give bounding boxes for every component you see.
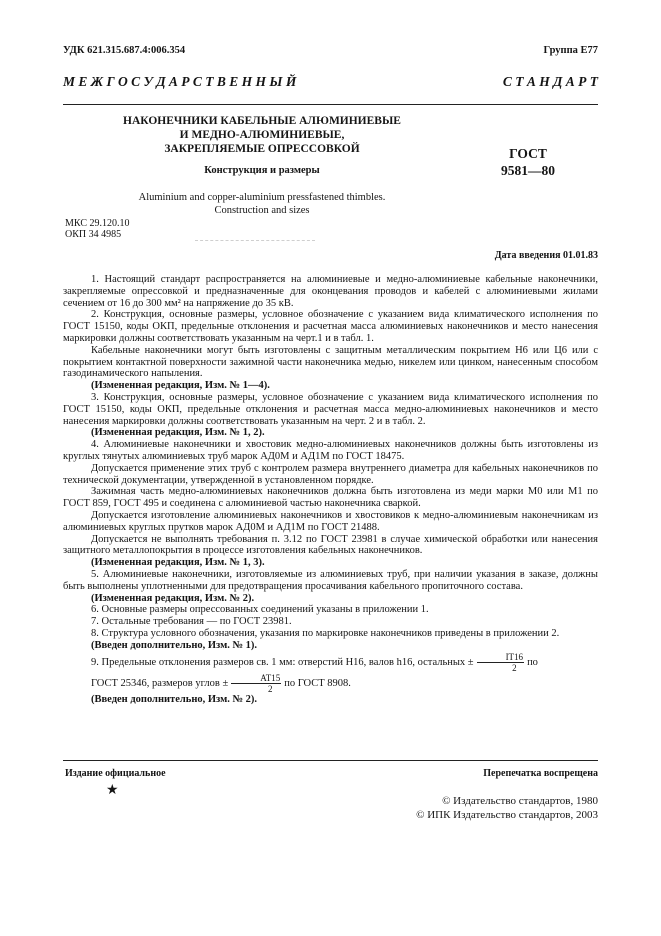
introduction-date-value: 01.01.83: [563, 250, 598, 261]
fraction-numerator: AT15: [231, 673, 281, 684]
banner-word-1: М Е Ж Г О С У Д А Р С Т В Е Н Н Ы Й: [63, 74, 297, 89]
introduction-date: [495, 250, 598, 261]
udk-code: УДК 621.315.687.4:006.354: [63, 45, 186, 56]
document-subtitle: Конструкция и размеры: [204, 165, 320, 176]
amendment-note: (Измененная редакция, Изм. № 1, 3).: [91, 557, 265, 569]
gost-code: 9581—80: [501, 163, 555, 178]
paragraph: Допускается не выполнять требования п. 3.12 по ГОСТ 23981 в случае химической обработки или нанесения защитного металлопокрытия в процессе изготовления кабельных наконечников.: [63, 533, 598, 557]
official-edition: Издание официальное: [65, 768, 166, 779]
copyright-2003: © ИПК Издательство стандартов, 2003: [416, 809, 598, 821]
english-title-line-1: Aluminium and copper-aluminium pressfastened thimbles.: [138, 192, 386, 203]
banner-divider: [63, 104, 598, 105]
banner-word-2: С Т А Н Д А Р Т: [502, 74, 598, 89]
amendment-note: (Измененная редакция, Изм. № 1, 2).: [91, 427, 265, 439]
tolerance-text-1: 9. Предельные отклонения размеров св. 1 мм: отверстий Н16, валов h16, остальных ±: [91, 656, 474, 668]
paragraph: Допускается изготовление алюминиевых наконечников и хвостовиков к медно-алюминиевым наконечникам из алюминиевых круглых прутков марок АД0М и АД1М по ГОСТ 21488.: [63, 509, 598, 533]
fraction-numerator: IT16: [477, 652, 525, 663]
fraction-it16: [477, 652, 525, 673]
introduction-date-label: Дата введения: [494, 250, 561, 261]
star-icon: ★: [106, 783, 119, 798]
paragraph: 8. Структура условного обозначения, указания по маркировке наконечников приведены в приложении 2.: [91, 627, 560, 639]
tolerance-text-4: по ГОСТ 8908.: [284, 677, 351, 689]
standard-banner: [63, 74, 598, 90]
paragraph: Кабельные наконечники могут быть изготовлены с защитным металлическим покрытием Н6 или Ц6 или с покрытием контактной поверхности зажимной части наконечника медью, никелем или цинком, нанесенным способом газодинамического напыления.: [63, 344, 598, 380]
tolerance-text-3: ГОСТ 25346, размеров углов ±: [91, 677, 229, 689]
mks-code: МКС 29.120.10: [65, 218, 130, 229]
paragraph: 6. Основные размеры опрессованных соединений указаны в приложении 1.: [91, 604, 429, 616]
group-code: Группа Е77: [543, 45, 598, 56]
tolerance-continuation: [63, 673, 598, 694]
fraction-denominator: 2: [512, 662, 517, 673]
classification-codes: [65, 218, 129, 240]
paragraph: 5. Алюминиевые наконечники, изготовляемые из алюминиевых труб, при наличии указания в заказе, должны быть выполнены уплотненными для предотвращения просачивания кабельного пропиточного состава.: [63, 568, 598, 592]
title-line-2: И МЕДНО-АЛЮМИНИЕВЫЕ,: [179, 129, 345, 141]
paragraph: 1. Настоящий стандарт распространяется на алюминиевые и медно-алюминиевые кабельные наконечники, закрепляемые опрессовкой и предназначенные для оконцевания проводов и кабелей с алюминиевыми жилами сечением от 16 до 300 мм² на напряжение до 35 кВ.: [63, 274, 598, 309]
fraction-denominator: 2: [267, 683, 273, 694]
english-title-line-2: Construction and sizes: [214, 205, 310, 216]
gost-label: ГОСТ: [509, 146, 547, 161]
amendment-note: (Введен дополнительно, Изм. № 1).: [91, 639, 258, 651]
english-title: [103, 191, 421, 217]
reprint-notice: Перепечатка воспрещена: [483, 768, 598, 779]
copyright-1980: © Издательство стандартов, 1980: [442, 795, 598, 807]
amendment-note: (Измененная редакция, Изм. № 2).: [91, 592, 255, 604]
tolerance-text-2: по: [527, 656, 538, 668]
footer-divider: [63, 760, 598, 761]
paragraph: 2. Конструкция, основные размеры, условное обозначение с указанием вида климатического исполнения по ГОСТ 15150, коды ОКП, предельные отклонения и расчетная масса алюминиевых наконечников и место нанесения маркировки должны соответствовать указанным на черт.1 и в табл. 1.: [63, 309, 598, 344]
title-line-1: НАКОНЕЧНИКИ КАБЕЛЬНЫЕ АЛЮМИНИЕВЫЕ: [123, 115, 401, 127]
faint-divider: [195, 240, 315, 241]
document-title: [103, 114, 421, 156]
paragraph: 3. Конструкция, основные размеры, условное обозначение с указанием вида климатического исполнения по ГОСТ 15150, коды ОКП, предельные отклонения и расчетная масса медно-алюминиевых наконечников и место нанесения маркировки должны соответствовать указанным на черт. 2 и в табл. 2.: [63, 391, 598, 427]
paragraph: Зажимная часть медно-алюминиевых наконечников должна быть изготовлена из меди марки М0 или М1 по ГОСТ 859, ГОСТ 495 и соединена с алюминиевой частью наконечника сваркой.: [63, 486, 598, 510]
standard-body: [63, 274, 598, 705]
paragraph: Допускается применение этих труб с контролем размера внутреннего диаметра для кабельных наконечников по технической документации, утвержденной в установленном порядке.: [63, 462, 598, 486]
okp-code: ОКП 34 4985: [65, 229, 122, 240]
paragraph: 4. Алюминиевые наконечники и хвостовик медно-алюминиевых наконечников должны быть изготовлены из круглых тянутых алюминиевых труб марок АД0М и АД1М по ГОСТ 18475.: [63, 439, 598, 462]
gost-number: [478, 145, 578, 179]
tolerance-paragraph: [63, 652, 598, 673]
fraction-at15: [231, 673, 281, 694]
amendment-note: (Измененная редакция, Изм. № 1—4).: [91, 380, 270, 392]
title-line-3: ЗАКРЕПЛЯЕМЫЕ ОПРЕССОВКОЙ: [164, 143, 360, 155]
paragraph: 7. Остальные требования — по ГОСТ 23981.: [91, 616, 292, 628]
amendment-note: (Введен дополнительно, Изм. № 2).: [91, 693, 258, 705]
